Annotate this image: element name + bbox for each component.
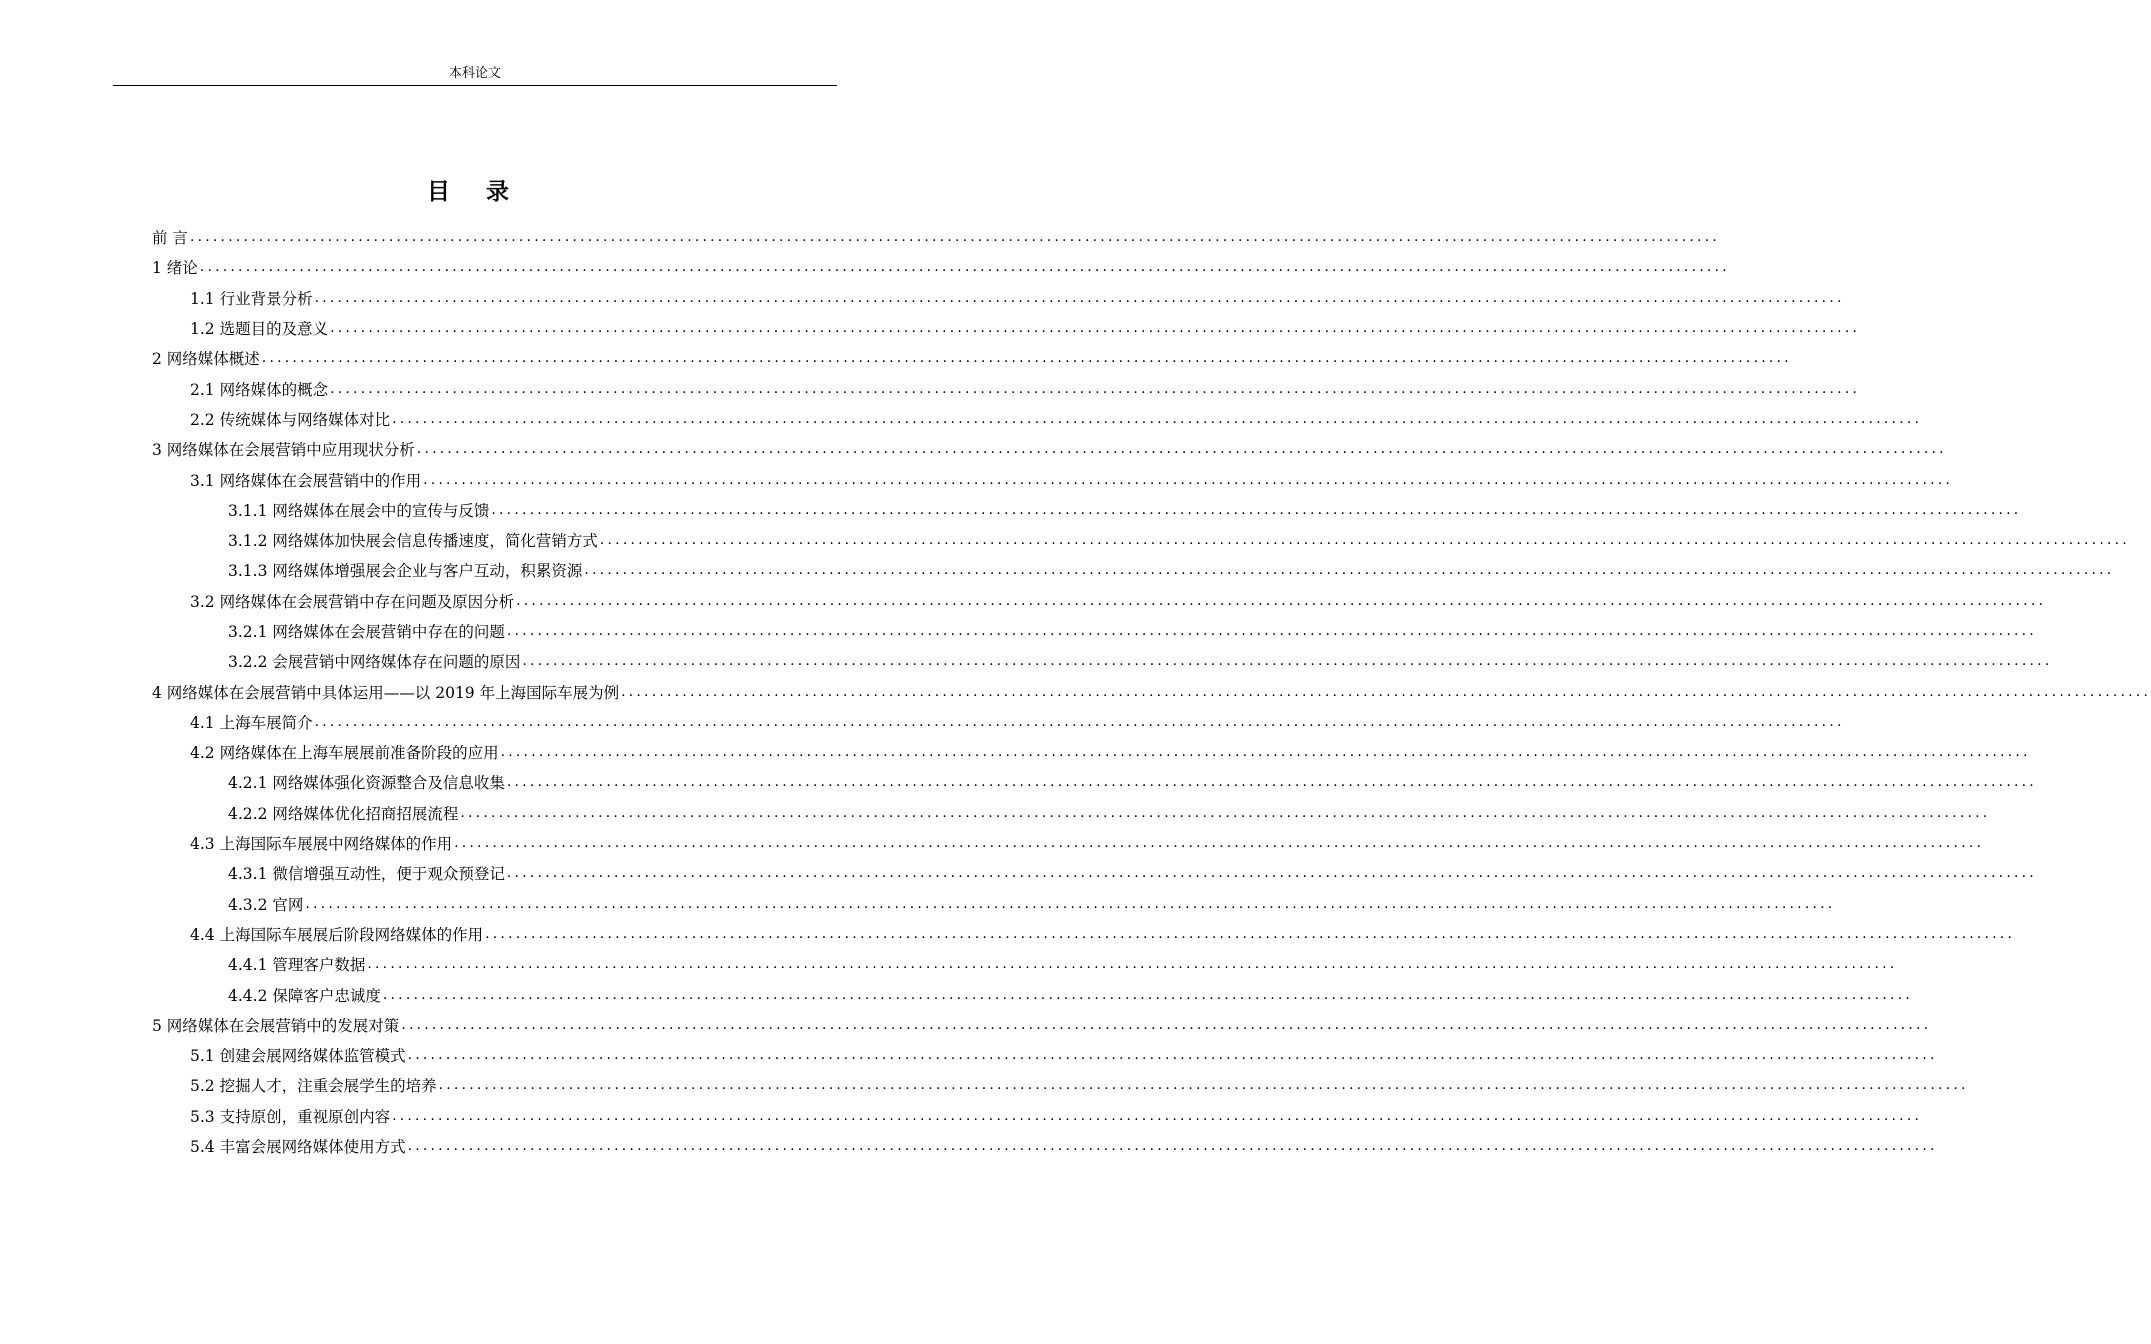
toc-entry-label: 4.2.1 网络媒体强化资源整合及信息收集 — [228, 774, 505, 793]
toc-dot-leader: ........................................................................................................................................................................................................ — [454, 835, 1985, 852]
toc-dot-leader: ........................................................................................................................................................................................................ — [416, 441, 1947, 458]
toc-entry[interactable] — [152, 1101, 1923, 1131]
toc-entry[interactable] — [152, 737, 2031, 767]
toc-dot-leader: ........................................................................................................................................................................................................ — [506, 623, 2037, 639]
toc-entry[interactable] — [152, 1010, 1932, 1040]
toc-entry[interactable] — [152, 313, 1861, 343]
toc-dot-leader: ........................................................................................................................................................................................................ — [460, 804, 1991, 821]
toc-entry-label: 4.3.1 微信增强互动性，便于观众预登记 — [228, 865, 505, 884]
toc-entry-label: 4.1 上海车展简介 — [190, 713, 313, 732]
toc-entry[interactable] — [152, 373, 1861, 403]
toc-entry[interactable] — [152, 404, 1923, 434]
toc-dot-leader: ........................................................................................................................................................................................................ — [189, 229, 1720, 246]
toc-dot-leader: ........................................................................................................................................................................................................ — [522, 653, 2053, 670]
toc-list — [152, 222, 2151, 1161]
toc-dot-leader: ........................................................................................................................................................................................................ — [407, 1047, 1938, 1064]
toc-entry[interactable] — [152, 495, 2022, 525]
toc-dot-leader: ........................................................................................................................................................................................................ — [584, 562, 2115, 579]
toc-entry[interactable] — [152, 283, 1845, 313]
toc-entry-label: 4.4 上海国际车展展后阶段网络媒体的作用 — [190, 925, 484, 944]
toc-dot-leader: ........................................................................................................................................................................................................ — [516, 592, 2047, 609]
toc-entry-label: 前 言 — [152, 229, 188, 248]
toc-entry-label: 5.3 支持原创，重视原创内容 — [190, 1107, 391, 1126]
toc-dot-leader: ........................................................................................................................................................................................................ — [423, 471, 1954, 488]
toc-entry-label: 3 网络媒体在会展营销中应用现状分析 — [152, 441, 415, 460]
toc-entry[interactable] — [152, 767, 2037, 797]
toc-entry[interactable] — [152, 707, 1845, 737]
toc-dot-leader: ........................................................................................................................................................................................................ — [500, 744, 2031, 761]
toc-dot-leader: ........................................................................................................................................................................................................ — [330, 320, 1861, 337]
toc-entry-label: 4.3.2 官网 — [228, 895, 304, 914]
toc-entry-label: 5.2 挖掘人才，注重会展学生的培养 — [190, 1077, 437, 1096]
toc-entry[interactable] — [152, 434, 1947, 464]
toc-entry-label: 4.2.2 网络媒体优化招商招展流程 — [228, 804, 459, 823]
toc-entry[interactable] — [152, 979, 1913, 1009]
toc-entry[interactable] — [152, 798, 1991, 828]
toc-entry-label: 1 绪论 — [152, 259, 198, 278]
toc-entry[interactable] — [152, 252, 1730, 282]
toc-entry-label: 3.2 网络媒体在会展营销中存在问题及原因分析 — [190, 592, 515, 611]
toc-entry-label: 5.1 创建会展网络媒体监管模式 — [190, 1047, 406, 1066]
toc-entry[interactable] — [152, 222, 1720, 252]
toc-entry[interactable] — [152, 1131, 1938, 1161]
toc-dot-leader: ........................................................................................................................................................................................................ — [599, 532, 2130, 549]
toc-entry-label: 4.2 网络媒体在上海车展展前准备阶段的应用 — [190, 744, 499, 763]
toc-entry[interactable] — [152, 949, 1898, 979]
toc-dot-leader: ........................................................................................................................................................................................................ — [314, 289, 1845, 306]
toc-entry[interactable] — [152, 919, 2016, 949]
toc-entry-label: 5 网络媒体在会展营销中的发展对策 — [152, 1016, 400, 1035]
toc-entry-label: 4.4.1 管理客户数据 — [228, 956, 366, 975]
toc-entry-label: 3.1 网络媒体在会展营销中的作用 — [190, 471, 422, 490]
toc-entry-label: 2 网络媒体概述 — [152, 350, 260, 369]
toc-entry-label: 1.1 行业背景分析 — [190, 289, 313, 308]
toc-dot-leader: ........................................................................................................................................................................................................ — [382, 986, 1913, 1003]
toc-dot-leader: ........................................................................................................................................................................................................ — [401, 1016, 1932, 1033]
toc-entry[interactable] — [152, 646, 2053, 676]
toc-dot-leader: ........................................................................................................................................................................................................ — [330, 380, 1861, 397]
toc-entry-label: 2.1 网络媒体的概念 — [190, 380, 329, 399]
toc-dot-leader: ........................................................................................................................................................................................................ — [305, 895, 1836, 912]
toc-entry-label: 4.3 上海国际车展展中网络媒体的作用 — [190, 835, 453, 854]
toc-entry[interactable] — [152, 858, 2037, 888]
toc-entry-label: 3.1.2 网络媒体加快展会信息传播速度，简化营销方式 — [228, 532, 598, 551]
toc-entry-label: 3.1.1 网络媒体在展会中的宣传与反馈 — [228, 501, 490, 520]
toc-entry[interactable] — [152, 1070, 1969, 1100]
toc-dot-leader: ........................................................................................................................................................................................................ — [314, 713, 1845, 730]
toc-entry-label: 4.4.2 保障客户忠诚度 — [228, 986, 381, 1005]
toc-entry-label: 3.2.2 会展营销中网络媒体存在问题的原因 — [228, 653, 521, 672]
toc-entry[interactable] — [152, 1040, 1938, 1070]
toc-dot-leader: ........................................................................................................................................................................................................ — [199, 259, 1730, 276]
toc-dot-leader: ........................................................................................................................................................................................................ — [261, 350, 1792, 367]
running-header: 本科论文 — [448, 66, 501, 81]
toc-entry[interactable] — [152, 343, 1792, 373]
toc-dot-leader: ........................................................................................................................................................................................................ — [367, 956, 1898, 973]
toc-entry[interactable] — [152, 586, 2047, 616]
toc-dot-leader: ........................................................................................................................................................................................................ — [407, 1138, 1938, 1155]
toc-entry-label: 4 网络媒体在会展营销中具体运用——以 2019 年上海国际车展为例 — [152, 683, 620, 702]
toc-entry[interactable] — [152, 616, 2037, 646]
toc-entry-label: 1.2 选题目的及意义 — [190, 320, 329, 339]
toc-dot-leader: ........................................................................................................................................................................................................ — [485, 925, 2016, 942]
toc-entry[interactable] — [152, 464, 1954, 494]
toc-dot-leader: ........................................................................................................................................................................................................ — [438, 1077, 1969, 1094]
toc-dot-leader: ........................................................................................................................................................................................................ — [392, 1107, 1923, 1124]
toc-dot-leader: ........................................................................................................................................................................................................ — [506, 865, 2037, 882]
toc-entry-label: 2.2 传统媒体与网络媒体对比 — [190, 410, 391, 429]
toc-entry[interactable] — [152, 525, 2130, 555]
toc-dot-leader: ........................................................................................................................................................................................................ — [621, 683, 2151, 700]
toc-entry[interactable] — [152, 889, 1836, 919]
header-rule — [113, 85, 837, 86]
toc-dot-leader: ........................................................................................................................................................................................................ — [506, 774, 2037, 791]
toc-entry[interactable] — [152, 555, 2115, 585]
toc-entry-label: 5.4 丰富会展网络媒体使用方式 — [190, 1138, 406, 1157]
toc-dot-leader: ........................................................................................................................................................................................................ — [491, 501, 2022, 518]
toc-entry-label: 3.2.1 网络媒体在会展营销中存在的问题 — [228, 623, 505, 641]
toc-title: 目 录 — [426, 179, 523, 205]
toc-entry[interactable] — [152, 828, 1985, 858]
toc-entry-label: 3.1.3 网络媒体增强展会企业与客户互动，积累资源 — [228, 562, 583, 581]
toc-dot-leader: ........................................................................................................................................................................................................ — [392, 410, 1923, 427]
toc-entry[interactable] — [152, 676, 2151, 706]
